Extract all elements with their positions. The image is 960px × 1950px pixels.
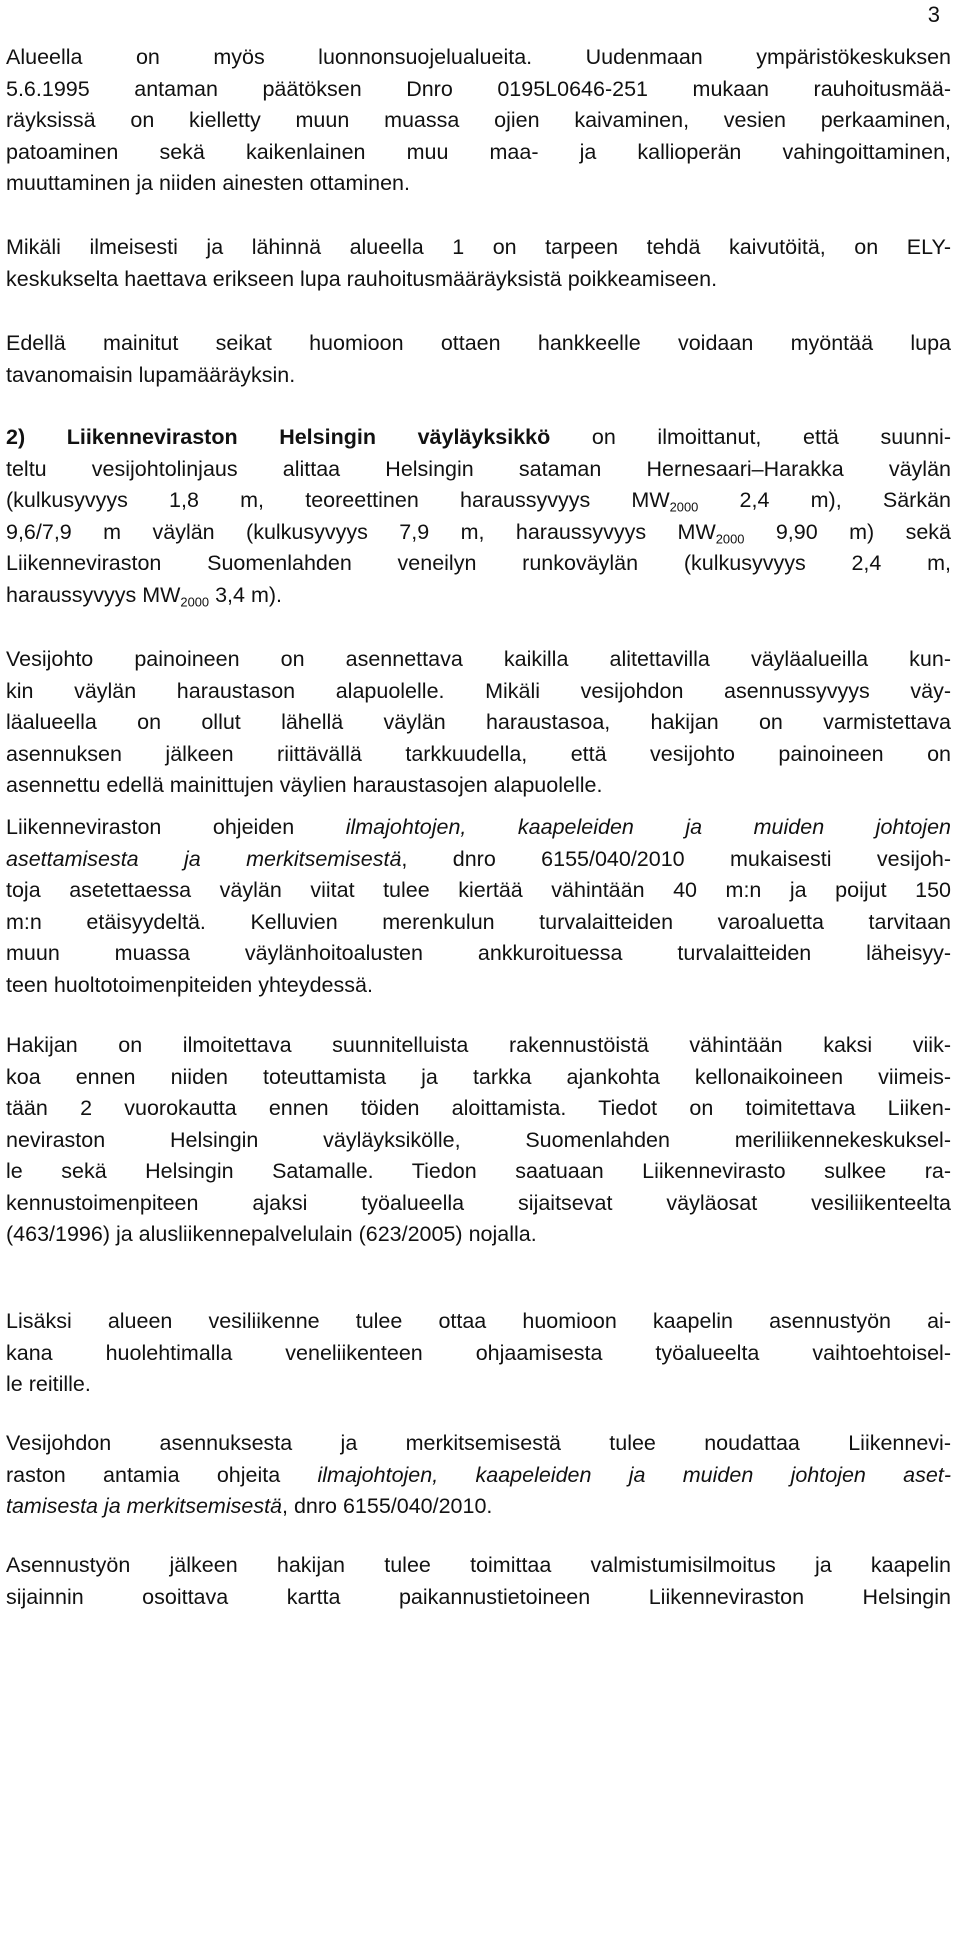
text-line: Vesijohto painoineen on asennettava kaikilla alitettavilla väyläalueilla kun- — [6, 647, 951, 671]
text-line: tamisesta ja merkitsemisestä, dnro 6155/040/2010. — [6, 1494, 493, 1518]
text-line: keskukselta haettava erikseen lupa rauhoitusmääräyksistä poikkeamiseen. — [6, 266, 718, 291]
text-line: patoaminen sekä kaikenlainen muu maa- ja kallioperän vahingoittaminen, — [6, 139, 951, 164]
text-line: Asennustyön jälkeen hakijan tulee toimittaa valmistumisilmoitus ja kaapelin — [6, 1553, 951, 1577]
text-line: muuttaminen ja niiden ainesten ottaminen. — [6, 171, 410, 195]
text-line: asennuksen jälkeen riittävällä tarkkuudella, että vesijohto painoineen on — [6, 741, 951, 766]
paragraph-pipe-installation — [6, 644, 951, 802]
paragraph-marking-guidelines — [6, 1428, 951, 1523]
text-line: toja asetettaessa väylän viitat tulee kiertää vähintään 40 m:n ja poijut 150 — [6, 878, 951, 902]
text-line: (463/1996) ja alusliikennepalvelulain (623/2005) nojalla. — [6, 1222, 537, 1246]
paragraph-ely-permit — [6, 232, 951, 295]
text-line: kin väylän haraustason alapuolelle. Mikäli vesijohdon asennussyvyys väy- — [6, 678, 951, 703]
text-line: le reitille. — [6, 1372, 91, 1396]
text-line: le sekä Helsingin Satamalle. Tiedon saatuaan Liikennevirasto sulkee ra- — [6, 1159, 951, 1183]
text-line: Edellä mainitut seikat huomioon ottaen hankkeelle voidaan myöntää lupa — [6, 331, 951, 355]
text-line: asettamisesta ja merkitsemisestä, dnro 6155/040/2010 mukaisesti vesijoh- — [6, 846, 951, 871]
text-line: asennettu edellä mainittujen väylien haraustasojen alapuolelle. — [6, 773, 603, 797]
text-line: sijainnin osoittava kartta paikannustietoineen Liikenneviraston Helsingin — [6, 1584, 951, 1609]
text-line: raston antamia ohjeita ilmajohtojen, kaapeleiden ja muiden johtojen aset- — [6, 1462, 951, 1487]
text-line: Liikenneviraston ohjeiden ilmajohtojen, kaapeleiden ja muiden johtojen — [6, 815, 951, 839]
text-line: koa ennen niiden toteuttamista ja tarkka ajankohta kellonaikoineen viimeis- — [6, 1064, 951, 1089]
text-line: teltu vesijohtolinjaus alittaa Helsingin sataman Hernesaari–Harakka väylän — [6, 456, 951, 481]
italic-title: ilmajohtojen, kaapeleiden ja muiden johtojen — [345, 815, 951, 839]
paragraph-boat-traffic — [6, 1306, 951, 1401]
paragraph-completion-notice — [6, 1550, 951, 1613]
text-line: Mikäli ilmeisesti ja lähinnä alueella 1 on tarpeen tehdä kaivutöitä, on ELY- — [6, 235, 951, 259]
text-line: räyksissä on kielletty muun muassa ojien kaivaminen, vesien perkaaminen, — [6, 108, 951, 132]
text-line: Alueella on myös luonnonsuojelualueita. Uudenmaan ympäristökeskuksen — [6, 45, 951, 69]
paragraph-fairway-unit — [6, 422, 951, 611]
paragraph-nature-reserves — [6, 42, 951, 200]
text-line: m:n etäisyydeltä. Kelluvien merenkulun turvalaitteiden varoaluetta tarvitaan — [6, 909, 951, 934]
text-line: kennustoimenpiteen ajaksi työalueella sijaitsevat väyläosat vesiliikenteelta — [6, 1190, 951, 1215]
text-line: Lisäksi alueen vesiliikenne tulee ottaa huomioon kaapelin asennustyön ai- — [6, 1309, 951, 1333]
text-line: Liikenneviraston Suomenlahden veneilyn runkoväylän (kulkusyvyys 2,4 m, — [6, 551, 951, 575]
text-line: Vesijohdon asennuksesta ja merkitsemisestä tulee noudattaa Liikennevi- — [6, 1431, 951, 1455]
paragraph-buoy-distance — [6, 812, 951, 1001]
italic-title: ilmajohtojen, kaapeleiden ja muiden johtojen aset- — [317, 1462, 951, 1487]
text-line: kana huolehtimalla veneliikenteen ohjaamisesta työalueelta vaihtoehtoisel- — [6, 1340, 951, 1365]
italic-title: asettamisesta ja merkitsemisestä — [6, 846, 402, 871]
text-line: 2) Liikenneviraston Helsingin väyläyksikkö on ilmoittanut, että suunni- — [6, 425, 951, 449]
text-line: haraussyvyys $MW_{2000}$ 3,4 m). — [6, 582, 282, 609]
text-line: tavanomaisin lupamääräyksin. — [6, 362, 296, 387]
page-number: 3 — [927, 2, 940, 27]
text-line: (kulkusyvyys 1,8 m, teoreettinen haraussyvyys $MW_{2000}$ 2,4 m), Särkän — [6, 488, 951, 515]
italic-title: tamisesta ja merkitsemisestä — [6, 1494, 282, 1518]
text-line: 9,6/7,9 m väylän (kulkusyvyys 7,9 m, haraussyvyys $MW_{2000}$ 9,90 m) sekä — [6, 519, 951, 546]
paragraph-notification — [6, 1030, 951, 1251]
text-line: teen huoltotoimenpiteiden yhteydessä. — [6, 972, 373, 997]
text-line: 5.6.1995 antaman päätöksen Dnro 0195L0646-251 mukaan rauhoitusmää- — [6, 76, 951, 101]
text-line: neviraston Helsingin väyläyksikölle, Suomenlahden meriliikennekeskuksel- — [6, 1127, 951, 1152]
paragraph-permit-grant — [6, 328, 951, 391]
text-line: tään 2 vuorokautta ennen töiden aloittamista. Tiedot on toimitettava Liiken- — [6, 1096, 951, 1120]
bold-heading: 2) Liikenneviraston Helsingin väyläyksikkö — [6, 425, 551, 449]
text-line: läalueella on ollut lähellä väylän haraustasoa, hakijan on varmistettava — [6, 710, 951, 734]
text-line: Hakijan on ilmoitettava suunnitelluista rakennustöistä vähintään kaksi viik- — [6, 1033, 951, 1057]
text-line: muun muassa väylänhoitoalusten ankkuroituessa turvalaitteiden läheisyy- — [6, 941, 951, 965]
